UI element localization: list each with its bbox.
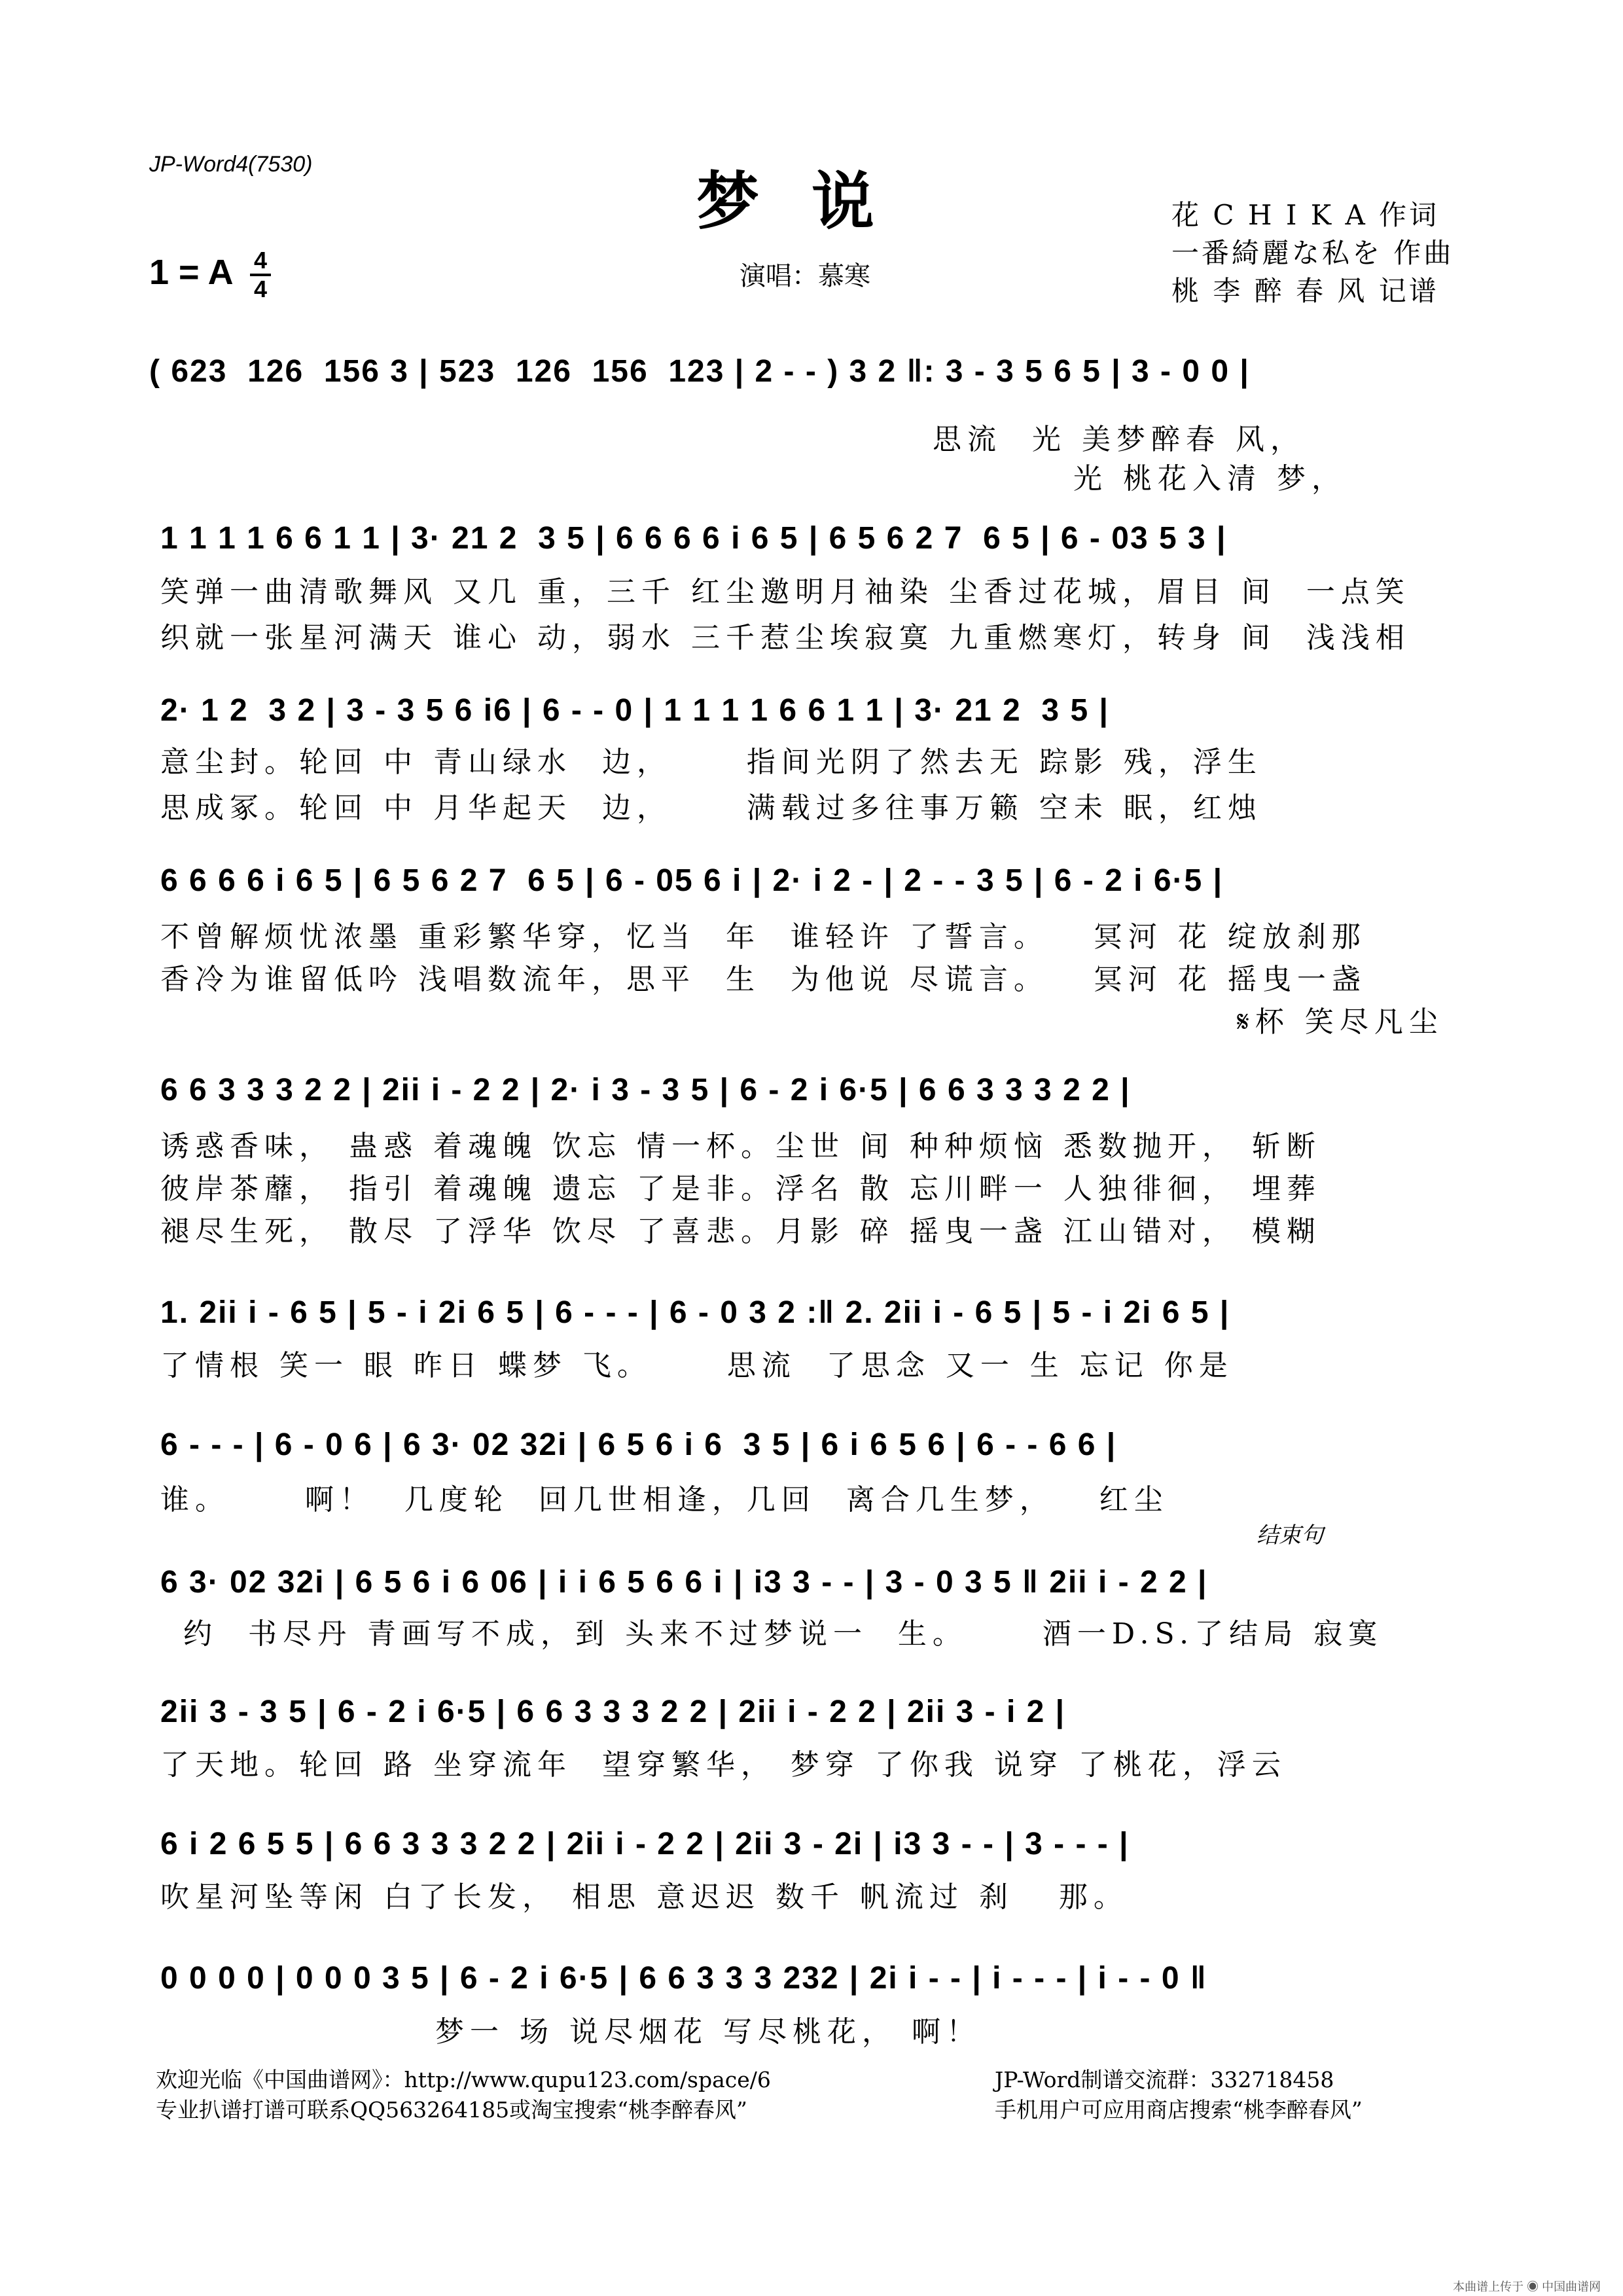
composer-credit: 一番綺麗な私を 作曲 (1171, 237, 1454, 269)
notation-line: ( 623 126 156 3 | 523 126 156 123 | 2 - - ) 3 2 ‖: 3 - 3 5 6 5 | 3 - 0 0 | (149, 354, 1250, 389)
staff-system (160, 1564, 1207, 1600)
lyric-line: 香冷为谁留低吟 浅唱数流年，思平 生 为他说 尽谎言。 冥河 花 摇曳一盏 (160, 963, 1366, 996)
footer-website: 欢迎光临《中国曲谱网》：http://www.qupu123.com/space/6 (156, 2067, 771, 2092)
lyric-line: 彼岸茶蘼， 指引 着魂魄 遗忘 了是非。浮名 散 忘川畔一 人独徘徊， 埋葬 (160, 1172, 1321, 1206)
software-tag: JP-Word4(7530) (149, 152, 313, 177)
song-title: 梦说 (696, 164, 927, 238)
staff-system (149, 353, 1250, 389)
notation-line: 6 - - - | 6 - 0 6 | 6 3· 02 32i | 6 5 6 i 6 3 5 | 6 i 6 5 6 | 6 - - 6 6 | (160, 1427, 1117, 1462)
lyric-line: 光 桃花入清 梦， (1073, 462, 1346, 495)
end-section-label: 结束句 (1257, 1522, 1323, 1549)
footer-group: JP-Word制谱交流群：332718458 (995, 2067, 1334, 2092)
time-signature (250, 249, 271, 301)
lyric-line: 吹星河坠等闲 白了长发， 相思 意迟迟 数千 帆流过 刹 那。 (160, 1880, 1128, 1914)
notation-line: 0 0 0 0 | 0 0 0 3 5 | 6 - 2 i 6·5 | 6 6 3 3 3 232 | 2i i - - | i - - - | i - - 0 ‖ (160, 1961, 1207, 1996)
staff-system (160, 1295, 1230, 1331)
site-watermark: 本曲谱上传于 ◉ 中国曲谱网 (1453, 2280, 1601, 2293)
notation-line: 2· 1 2 3 2 | 3 - 3 5 6 i6 | 6 - - 0 | 1 1 1 1 6 6 1 1 | 3· 21 2 3 5 | (160, 693, 1109, 728)
notation-line: 6 6 3 3 3 2 2 | 2ii i - 2 2 | 2· i 3 - 3 5 | 6 - 2 i 6·5 | 6 6 3 3 3 2 2 | (160, 1073, 1131, 1107)
notation-line: 1. 2ii i - 6 5 | 5 - i 2i 6 5 | 6 - - - | 6 - 0 3 2 :‖ 2. 2ii i - 6 5 | 5 - i 2i 6 5 | (160, 1295, 1230, 1330)
lyric-line: 约 书尽丹 青画写不成，到 头来不过梦说一 生。 酒一D.S.了结局 寂寞 (183, 1617, 1383, 1651)
notation-line: 6 6 6 6 i 6 5 | 6 5 6 2 7 6 5 | 6 - 05 6 i | 2· i 2 - | 2 - - 3 5 | 6 - 2 i 6·5 | (160, 863, 1223, 898)
footer-app-note: 手机用户可应用商店搜索“桃李醉春风” (995, 2097, 1363, 2123)
lyric-line: 诱惑香味， 蛊惑 着魂魄 饮忘 情一杯。尘世 间 种种烦恼 悉数抛开， 斩断 (160, 1130, 1321, 1163)
credits (1171, 196, 1454, 310)
lyric-line: 思成冢。轮回 中 月华起天 边， 满载过多往事万籁 空未 眠，红烛 (160, 791, 1262, 825)
lyric-line: 不曾解烦忧浓墨 重彩繁华穿，忆当 年 谁轻许 了誓言。 冥河 花 绽放刹那 (160, 920, 1366, 954)
singer-credit: 演唱：慕寒 (740, 261, 870, 291)
staff-system (160, 1826, 1130, 1862)
lyric-line: 梦一 场 说尽烟花 写尽桃花， 啊！ (435, 2015, 981, 2049)
transcriber-credit: 桃 李 醉 春 风 记谱 (1171, 275, 1439, 307)
meter-bottom: 4 (253, 276, 268, 302)
staff-system (160, 863, 1223, 899)
notation-line: 6 i 2 6 5 5 | 6 6 3 3 3 2 2 | 2ii i - 2 2 | 2ii 3 - 2i | i3 3 - - | 3 - - - | (160, 1827, 1130, 1861)
meter-top: 4 (253, 247, 268, 274)
lyric-line: 褪尽生死， 散尽 了浮华 饮尽 了喜悲。月影 碎 摇曳一盏 江山错对， 模糊 (160, 1215, 1321, 1248)
lyric-line: 思流 光 美梦醉春 风， (933, 423, 1305, 456)
lyric-line: 𝄋杯 笑尽凡尘 (1237, 1005, 1444, 1039)
staff-system (160, 520, 1226, 556)
notation-line: 1 1 1 1 6 6 1 1 | 3· 21 2 3 5 | 6 6 6 6 i 6 5 | 6 5 6 2 7 6 5 | 6 - 03 5 3 | (160, 521, 1227, 556)
lyric-line: 织就一张星河满天 谁心 动，弱水 三千惹尘埃寂寞 九重燃寒灯，转身 间 浅浅相 (160, 621, 1410, 655)
lyric-line: 意尘封。轮回 中 青山绿水 边， 指间光阴了然去无 踪影 残，浮生 (160, 745, 1262, 779)
staff-system (160, 1427, 1116, 1463)
footer-contact: 专业扒谱打谱可联系QQ563264185或淘宝搜索“桃李醉春风” (156, 2097, 747, 2123)
lyricist-credit: 花 C H I K A 作词 (1171, 199, 1440, 231)
staff-system (160, 1694, 1065, 1730)
lyric-line: 了情根 笑一 眼 昨日 蝶梦 飞。 思流 了思念 又一 生 忘记 你是 (160, 1349, 1234, 1382)
staff-system (160, 692, 1109, 728)
notation-line: 2ii 3 - 3 5 | 6 - 2 i 6·5 | 6 6 3 3 3 2 2 | 2ii i - 2 2 | 2ii 3 - i 2 | (160, 1695, 1066, 1729)
lyric-line: 了天地。轮回 路 坐穿流年 望穿繁华， 梦穿 了你我 说穿 了桃花，浮云 (160, 1748, 1287, 1782)
lyric-line: 笑弹一曲清歌舞风 又几 重，三千 红尘邀明月袖染 尘香过花城，眉目 间 一点笑 (160, 575, 1410, 609)
notation-line: 6 3· 02 32i | 6 5 6 i 6 06 | i i 6 5 6 6 i | i3 3 - - | 3 - 0 3 5 ‖ 2ii i - 2 2 | (160, 1565, 1208, 1600)
staff-system (160, 1960, 1207, 1996)
key-signature: 1 = A (149, 253, 234, 292)
lyric-line: 谁。 啊！ 几度轮 回几世相逢，几回 离合几生梦， 红尘 (160, 1483, 1169, 1516)
staff-system (160, 1072, 1131, 1108)
